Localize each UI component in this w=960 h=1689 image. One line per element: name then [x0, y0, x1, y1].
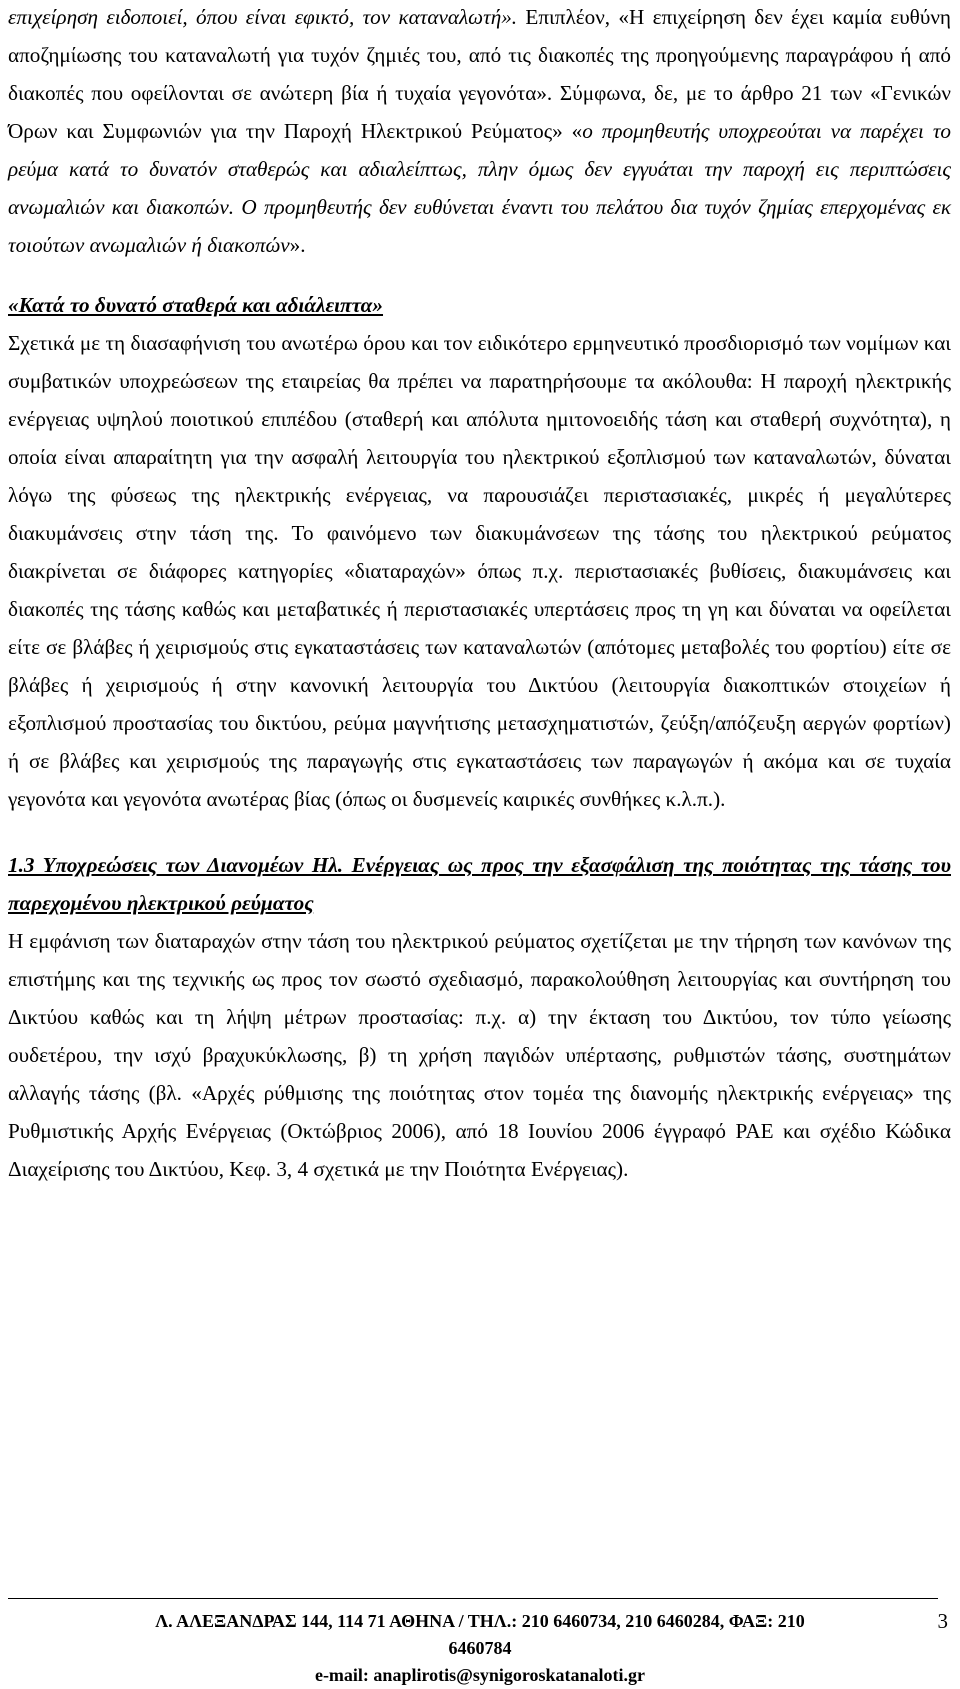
- paragraph-distributor-obligations: Η εμφάνιση των διαταραχών στην τάση του ηλεκτρικού ρεύματος σχετίζεται με την τήρηση των κανόνων της επιστήμης και της τεχνικής ως προς τον σωστό σχεδιασμό, παρακολούθηση λειτουργίας και συντήρηση του Δικτύου καθώς και τη λήψη μέτρων προστασίας: π.χ. α) την έκταση του Δικτύου, τον τύπο γείωσης ουδετέρου, την ισχύ βραχυκύκλωσης, β) τη χρήση παγιδών υπέρτασης, ρυθμιστών τάσης, συστημάτων αλλαγής τάσης (βλ. «Αρχές ρύθμισης της ποιότητας στον τομέα της διανομής ηλεκτρικής ενέργειας» της Ρυθμιστικής Αρχής Ενέργειας (Οκτώβριος 2006), από 18 Ιουνίου 2006 έγγραφό ΡΑΕ και σχέδιο Κώδικα Διαχείρισης του Δικτύου, Κεφ. 3, 4 σχετικά με την Ποιότητα Ενέργειας).: [8, 929, 951, 1181]
- section-heading-stable: «Κατά το δυνατό σταθερά και αδιάλειπτα»: [8, 293, 384, 317]
- paragraph-intro-text-e: ».: [289, 233, 306, 257]
- paragraph-intro-italic-a: επιχείρηση ειδοποιεί, όπου είναι εφικτό, τον καταναλωτή».: [8, 5, 526, 29]
- paragraph-intro-text-b: Επιπλέον, «Η επιχείρηση δεν έχει καμία ευθύνη αποζημίωσης του καταναλωτή για τυχόν ζημιές του, από τις διακοπές της προηγούμενης παραγράφου ή από διακοπές που οφείλονται σε ανώτερη βία ή τυχαία γεγονότα».: [8, 5, 951, 105]
- footer-email: e-mail: anaplirotis@synigoroskatanaloti.gr: [314, 1665, 646, 1685]
- page-number: 3: [937, 1609, 948, 1633]
- footer-fax-number: 6460784: [448, 1638, 512, 1658]
- section-heading-1-3: 1.3 Υποχρεώσεις των Διανομέων Ηλ. Ενέργειας ως προς την εξασφάλιση της ποιότητας της τάσης του παρεχομένου ηλεκτρικού ρεύματος: [8, 853, 951, 915]
- footer-address: Λ. ΑΛΕΞΑΝΔΡΑΣ 144, 114 71 ΑΘΗΝΑ / ΤΗΛ.: 210 6460734, 210 6460284, ΦΑΞ: 210: [155, 1611, 805, 1631]
- paragraph-intro-italic-d: ο προμηθευτής υποχρεούται να παρέχει το ρεύμα κατά το δυνατόν σταθερώς και αδιαλείπτως, πλην όμως δεν εγγυάται την παροχή εις περιπτώσεις ανωμαλιών και διακοπών. Ο προμηθευτής δεν ευθύνεται έναντι του πελάτου δια τυχόν ζημίας επερχομένας εκ τοιούτων ανωμαλιών ή διακοπών: [8, 119, 951, 257]
- document-page: [8, 0, 951, 1188]
- paragraph-voltage-disturbances: Σχετικά με τη διασαφήνιση του ανωτέρω όρου και τον ειδικότερο ερμηνευτικό προσδιορισμό των νομίμων και συμβατικών υποχρεώσεων της εταιρείας θα πρέπει να παρατηρήσουμε τα ακόλουθα: Η παροχή ηλεκτρικής ενέργειας υψηλού ποιοτικού επιπέδου (σταθερή και απόλυτα ημιτονοειδής τάση και σταθερή συχνότητα), η οποία είναι απαραίτητη για την ασφαλή λειτουργία του ηλεκτρικού εξοπλισμού των καταναλωτών, δύναται λόγω της φύσεως της ηλεκτρικής ενέργειας, να παρουσιάζει περιστασιακές, μικρές ή μεγαλύτερες διακυμάνσεις στην τάση της. Το φαινόμενο των διακυμάνσεων της τάσης του ηλεκτρικού ρεύματος διακρίνεται σε διάφορες κατηγορίες «διαταραχών» όπως π.χ. περιστασιακές βυθίσεις, διακυμάνσεις και διακοπές της τάσης καθώς και μεταβατικές ή περιστασιακές υπερτάσεις προς τη γη και δύναται να οφείλεται είτε σε βλάβες ή χειρισμούς στις εγκαταστάσεις των καταναλωτών (απότομες μεταβολές του φορτίου) είτε σε βλάβες ή χειρισμούς ή στην κανονική λειτουργία του Δικτύου (λειτουργία διακοπτικών στοιχείων ή εξοπλισμού προστασίας του δικτύου, ρεύμα μαγνήτισης μετασχηματιστών, ζεύξη/απόζευξη αεργών φορτίων) ή σε βλάβες και χειρισμούς της παραγωγής στις εγκαταστάσεις των παραγωγών ή ακόμα και σε τυχαία γεγονότα και γεγονότα ανωτέρας βίας (όπως οι δυσμενείς καιρικές συνθήκες κ.λ.π.).: [8, 331, 951, 811]
- paragraph-intro-text-c: Σύμφωνα, δε, με το άρθρο 21 των «Γενικών Όρων και Συμφωνιών για την Παροχή Ηλεκτρικού Ρεύματος» «: [8, 81, 951, 143]
- page-footer: [0, 1608, 960, 1689]
- footer-divider: [8, 1598, 938, 1599]
- paragraph-intro: [8, 0, 951, 264]
